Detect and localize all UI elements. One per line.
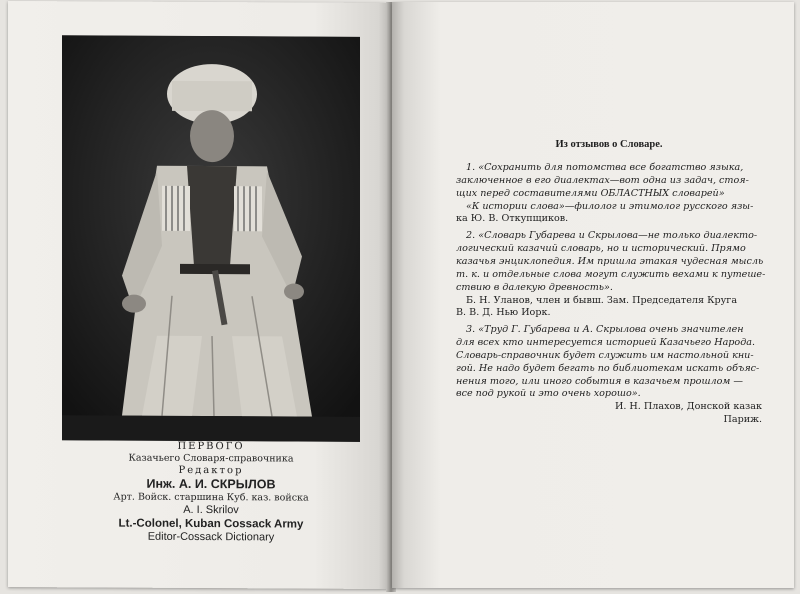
review-author-location: Париж.	[723, 414, 762, 426]
review-line: т. к. и отдельные слова могут служить вехами к путеше-	[456, 268, 766, 280]
review-3	[456, 324, 762, 427]
review-author: Б. Н. Уланов, член и бывш. Зам. Председателя Круга	[466, 294, 738, 306]
caption-rank-ru: Арт. Войск. старшина Куб. каз. войска	[113, 491, 309, 504]
portrait-photo	[62, 35, 360, 442]
reviews-heading: Из отзывов о Словаре.	[555, 139, 663, 150]
review-line: «К истории слова»—филолог и этимолог русского язы-	[466, 200, 754, 212]
review-line: 1. «Сохранить для потомства все богатство языка,	[466, 162, 744, 174]
review-2	[456, 230, 766, 320]
review-line: 2. «Словарь Губарева и Скрылова—не только диалекто-	[466, 230, 758, 242]
review-line: ствию в далекую древность».	[456, 281, 613, 293]
review-1	[456, 162, 762, 226]
review-author-location: В. В. Д. Нью Иорк.	[456, 307, 551, 319]
caption-name-en: A. I. Skrilov	[183, 503, 239, 516]
right-page	[392, 2, 794, 588]
open-book	[8, 2, 794, 592]
caption-name-ru: Инж. А. И. СКРЫЛОВ	[146, 476, 276, 492]
caption-rank-en: Lt.-Colonel, Kuban Cossack Army	[118, 517, 304, 531]
review-line: Словарь-справочник будет служить им настольной кни-	[456, 349, 754, 361]
review-line: щих перед составителями ОБЛАСТНЫХ словарей»	[456, 187, 725, 199]
review-line: заключенное в его диалектах—вот одна из задач, стоя-	[456, 174, 749, 186]
caption-dictionary: Казачьего Словаря-справочника	[128, 452, 294, 465]
caption-first: ПЕРВОГО	[177, 440, 245, 453]
caption-role-en: Editor-Cossack Dictionary	[147, 530, 275, 544]
caption-editor: Редактор	[178, 464, 244, 476]
review-author: И. Н. Плахов, Донской казак	[614, 401, 762, 413]
review-line: нения того, или иного события в казачьем прошлом —	[456, 375, 744, 387]
review-line: ка Ю. В. Откупщиков.	[456, 213, 569, 225]
review-line: казачья энциклопедия. Им пришла этакая чудесная мысль	[456, 255, 764, 267]
review-line: гой. Не надо будет бегать по библиотекам искать объяс-	[456, 362, 760, 374]
review-line: логический казачий словарь, но и исторический. Прямо	[456, 243, 746, 255]
review-line: для всех кто интересуется историей Казачьего Народа.	[456, 337, 756, 349]
left-page	[8, 1, 390, 589]
review-line: 3. «Труд Г. Губарева и А. Скрылова очень значителен	[466, 324, 744, 336]
cossack-portrait-image	[62, 35, 360, 442]
portrait-caption	[58, 440, 364, 545]
review-line: все под рукой и это очень хорошо».	[456, 388, 641, 400]
reviews-section	[456, 138, 766, 427]
